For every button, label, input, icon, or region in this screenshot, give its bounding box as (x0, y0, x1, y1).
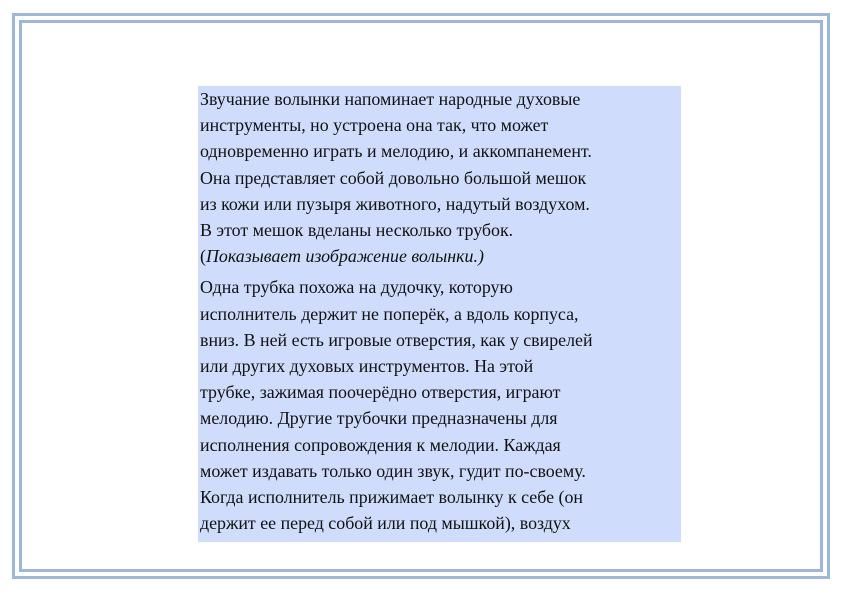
text-line: вниз. В ней есть игровые отверстия, как у свирелей (200, 329, 593, 350)
text-line: одновременно играть и мелодию, и аккомпанемент. (200, 141, 592, 162)
stage-direction-line (200, 243, 681, 269)
text-line: инструменты, но устроена она так, что может (200, 115, 549, 136)
text-line: трубке, зажимая поочерёдно отверстия, играют (200, 382, 561, 403)
text-line: держит ее перед собой или под мышкой), воздух (200, 513, 571, 534)
text-line: или других духовых инструментов. На этой (200, 356, 534, 377)
text-line: Она представляет собой довольно большой мешок (200, 167, 587, 188)
paragraph-1 (200, 86, 681, 269)
text-line: исполнитель держит не поперёк, а вдоль корпуса, (200, 303, 579, 324)
text-line: из кожи или пузыря животного, надутый воздухом. (200, 193, 590, 214)
stage-direction-open-paren: ( (200, 246, 206, 267)
text-line: В этот мешок вделаны несколько трубок. (200, 220, 514, 241)
slide-text-block (198, 86, 681, 542)
text-line: Звучание волынки напоминает народные духовые (200, 89, 581, 109)
text-line: Одна трубка похожа на дудочку, которую (200, 277, 513, 298)
text-line: мелодию. Другие трубочки предназначены для (200, 408, 558, 429)
text-line: исполнения сопровождения к мелодии. Каждая (200, 434, 561, 455)
stage-direction: Показывает изображение волынки.) (205, 246, 484, 267)
text-line: может издавать только один звук, гудит по-своему. (200, 460, 586, 481)
paragraph-2 (200, 274, 681, 536)
text-line: Когда исполнитель прижимает волынку к себе (он (200, 487, 583, 508)
